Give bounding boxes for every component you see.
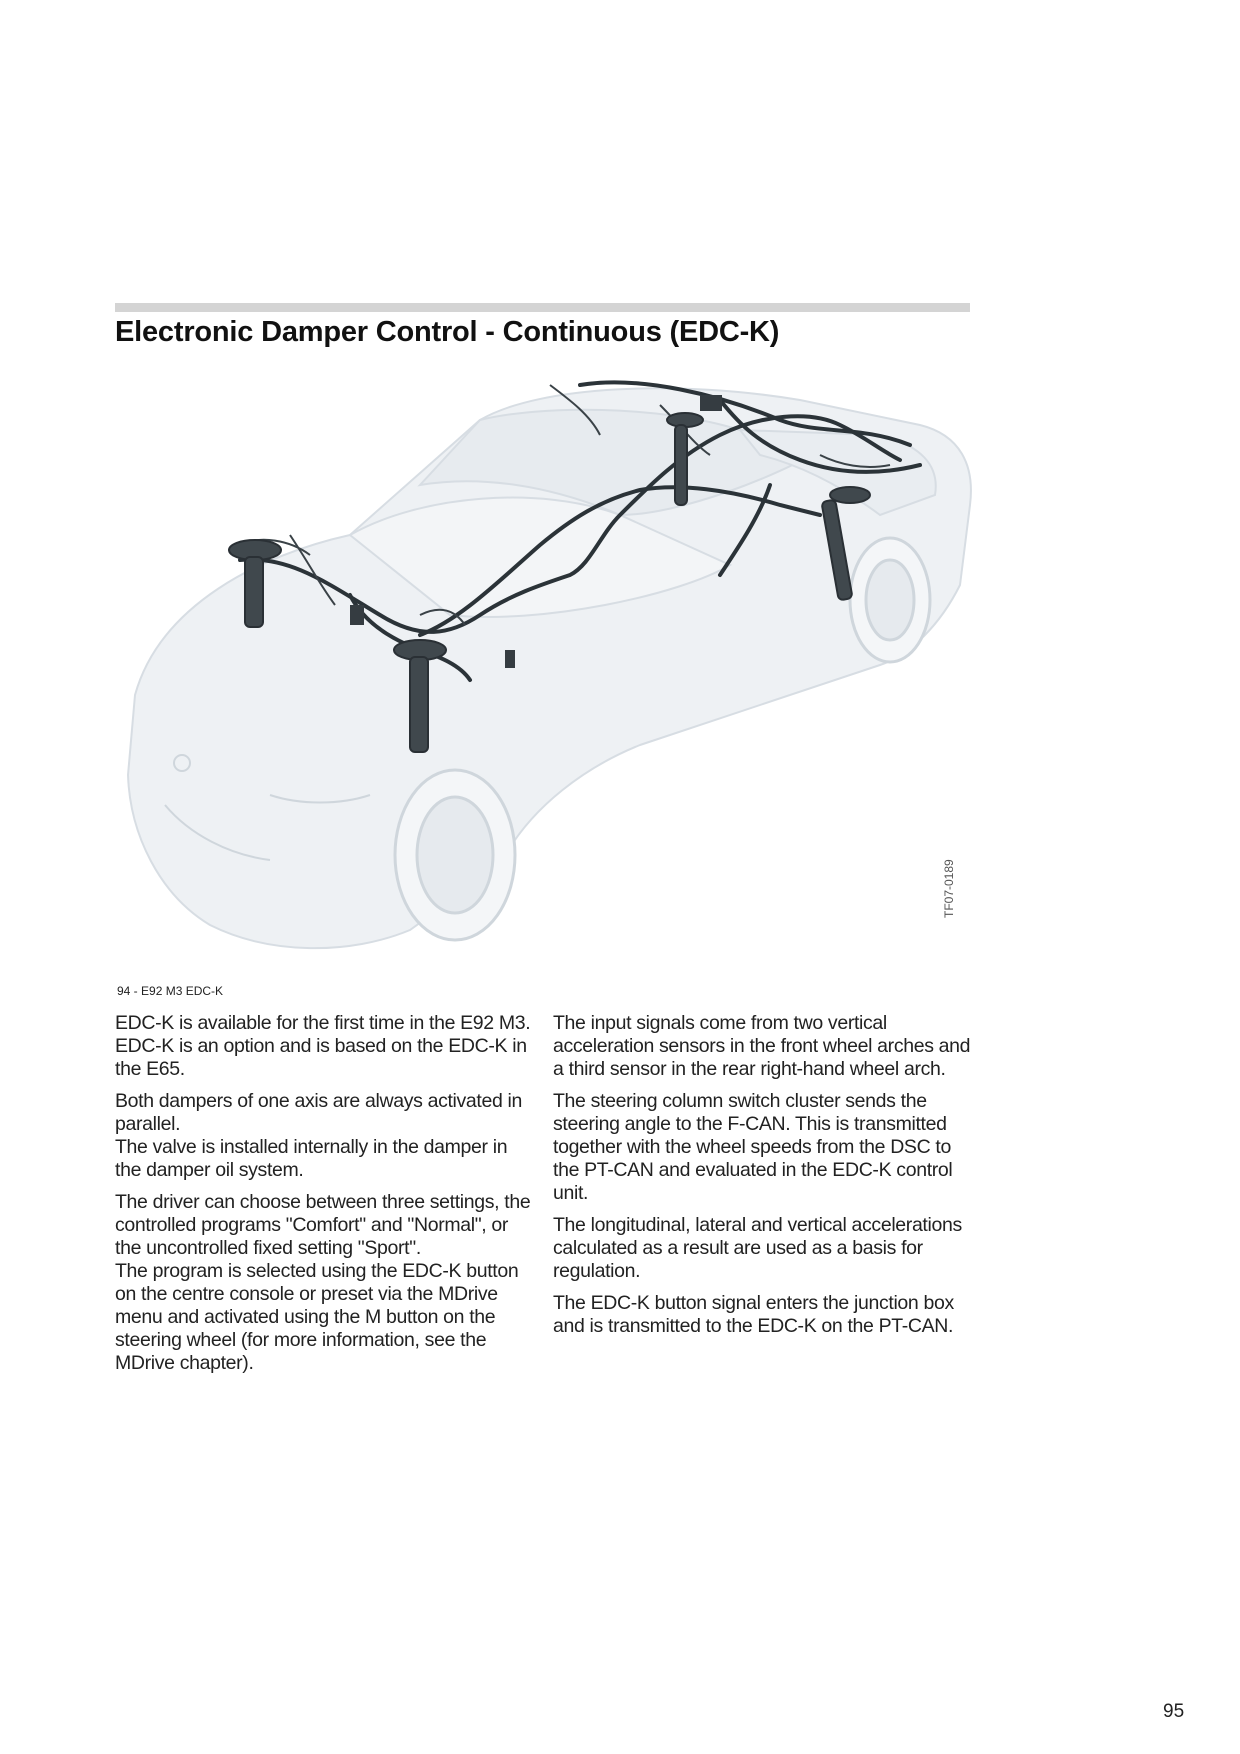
car-wiring-illustration bbox=[120, 365, 980, 970]
figure-caption bbox=[117, 984, 223, 998]
paragraph: The valve is installed internally in the damper in the damper oil system. bbox=[115, 1136, 508, 1181]
page-number: 95 bbox=[1163, 1701, 1185, 1722]
paragraph: The driver can choose between three settings, the controlled programs "Comfort" and "Normal", or the uncontrolled fixed setting "Sport". bbox=[115, 1191, 531, 1259]
paragraph: The EDC-K button signal enters the junction box and is transmitted to the EDC-K on the PT-CAN. bbox=[553, 1292, 954, 1337]
figure-number: 94 - bbox=[117, 984, 138, 998]
front-wheel bbox=[395, 770, 515, 940]
figure-code: TF07-0189 bbox=[942, 859, 956, 918]
paragraph: The input signals come from two vertical acceleration sensors in the front wheel arches and a third sensor in the rear right-hand wheel arch. bbox=[553, 1012, 971, 1080]
paragraph: Both dampers of one axis are always activated in parallel. bbox=[115, 1090, 523, 1135]
section-rule bbox=[115, 303, 970, 312]
section-title: Electronic Damper Control - Continuous (EDC-K) bbox=[115, 316, 780, 348]
paragraph: The longitudinal, lateral and vertical accelerations calculated as a result are used as a basis for regulation. bbox=[553, 1214, 962, 1282]
paragraph: The program is selected using the EDC-K button on the centre console or preset via the MDrive menu and activated using the M button on the steering wheel (for more information, see the MDrive chapter). bbox=[115, 1260, 519, 1374]
figure-caption-text: E92 M3 EDC-K bbox=[141, 984, 224, 998]
body-right-column bbox=[553, 1012, 971, 1347]
paragraph: EDC-K is available for the first time in the E92 M3. EDC-K is an option and is based on the EDC-K in the E65. bbox=[115, 1012, 531, 1080]
rear-wheel bbox=[850, 538, 930, 662]
body-left-column bbox=[115, 1012, 533, 1384]
paragraph: The steering column switch cluster sends the steering angle to the F-CAN. This is transmitted together with the wheel speeds from the DSC to the PT-CAN and evaluated in the EDC-K control unit. bbox=[553, 1090, 953, 1204]
